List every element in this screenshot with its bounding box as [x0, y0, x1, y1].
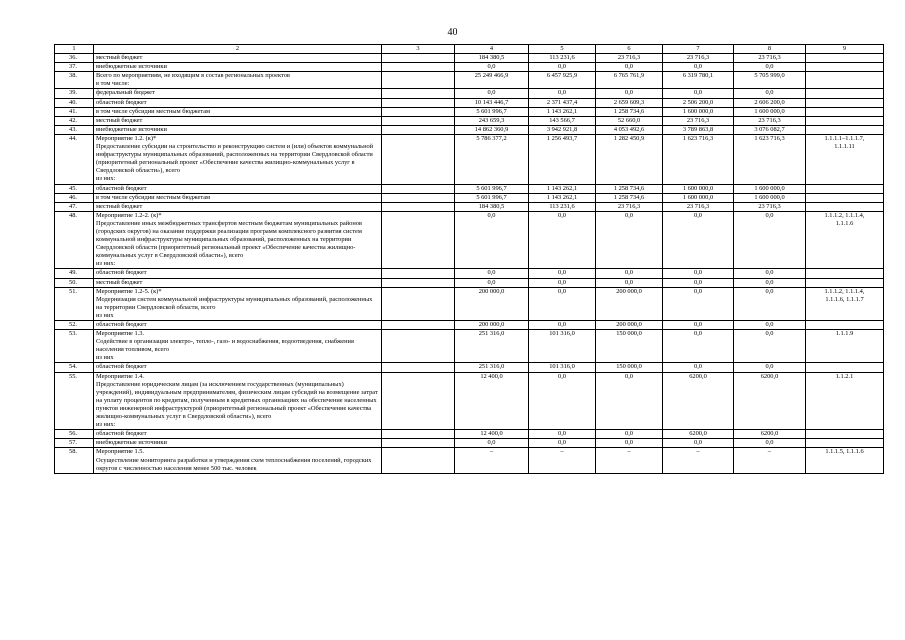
executor-cell: [382, 193, 455, 202]
item-name-cell: Мероприятие 1.2-2. (к)* Предоставление иных межбюджетных трансфертов местным бюджетам муниципальных районов (городских округов) на оказание поддержки реализации программ комплексного развития систем коммунальной инфраструктуры муниципальных образований, расположенных на территории Свердловской области (приоритетный региональный проект «Обеспечение качества жилищно-коммунальных услуг в Свердловской области»), всего из них:: [94, 211, 382, 269]
total-amount-cell: 200 000,0: [455, 321, 529, 330]
target-indicator-cell: [806, 278, 884, 287]
item-name-cell: областной бюджет: [94, 98, 382, 107]
total-amount-cell: 0,0: [455, 269, 529, 278]
total-amount-cell: 14 862 360,9: [455, 125, 529, 134]
year-1-amount-cell: 0,0: [529, 430, 596, 439]
target-indicator-cell: [806, 321, 884, 330]
year-3-amount-cell: 0,0: [663, 89, 734, 98]
table-row: [55, 184, 884, 193]
total-amount-cell: 25 249 466,9: [455, 72, 529, 89]
year-2-amount-cell: 6 765 761,9: [596, 72, 663, 89]
table-row: [55, 202, 884, 211]
year-4-amount-cell: 0,0: [734, 63, 806, 72]
total-amount-cell: 0,0: [455, 89, 529, 98]
executor-cell: [382, 134, 455, 184]
column-number-2: 2: [94, 45, 382, 54]
year-2-amount-cell: 0,0: [596, 372, 663, 430]
target-indicator-cell: [806, 363, 884, 372]
row-number-cell: 44.: [55, 134, 94, 184]
table-row: [55, 372, 884, 430]
year-1-amount-cell: 101 316,0: [529, 363, 596, 372]
item-name-cell: областной бюджет: [94, 321, 382, 330]
column-number-1: 1: [55, 45, 94, 54]
year-4-amount-cell: 2 606 200,0: [734, 98, 806, 107]
item-name-cell: внебюджетные источники: [94, 63, 382, 72]
target-indicator-cell: [806, 125, 884, 134]
year-1-amount-cell: 3 942 921,8: [529, 125, 596, 134]
year-1-amount-cell: 0,0: [529, 321, 596, 330]
year-4-amount-cell: 0,0: [734, 321, 806, 330]
column-number-3: 3: [382, 45, 455, 54]
target-indicator-cell: 1.1.1.2, 1.1.1.4, 1.1.1.6: [806, 211, 884, 269]
total-amount-cell: 5 601 996,7: [455, 193, 529, 202]
row-number-cell: 40.: [55, 98, 94, 107]
year-2-amount-cell: 23 716,3: [596, 202, 663, 211]
executor-cell: [382, 116, 455, 125]
year-1-amount-cell: 113 231,6: [529, 54, 596, 63]
table-row: [55, 430, 884, 439]
column-number-4: 4: [455, 45, 529, 54]
year-4-amount-cell: 1 600 000,0: [734, 184, 806, 193]
year-1-amount-cell: 0,0: [529, 211, 596, 269]
year-1-amount-cell: 1 143 262,1: [529, 193, 596, 202]
item-name-cell: Всего по мероприятиям, не входящим в состав региональных проектов в том числе:: [94, 72, 382, 89]
total-amount-cell: 0,0: [455, 63, 529, 72]
total-amount-cell: 200 000,0: [455, 287, 529, 320]
year-3-amount-cell: 1 600 000,0: [663, 193, 734, 202]
item-name-cell: федеральный бюджет: [94, 89, 382, 98]
column-number-row: [55, 45, 884, 54]
year-4-amount-cell: –: [734, 448, 806, 473]
page-number: 40: [447, 27, 458, 38]
table-row: [55, 116, 884, 125]
target-indicator-cell: 1.1.1.1–1.1.1.7, 1.1.1.11: [806, 134, 884, 184]
target-indicator-cell: [806, 430, 884, 439]
executor-cell: [382, 439, 455, 448]
year-1-amount-cell: 113 231,6: [529, 202, 596, 211]
year-2-amount-cell: 1 258 734,6: [596, 193, 663, 202]
executor-cell: [382, 125, 455, 134]
year-1-amount-cell: 101 316,0: [529, 330, 596, 363]
row-number-cell: 55.: [55, 372, 94, 430]
year-2-amount-cell: 2 659 609,3: [596, 98, 663, 107]
row-number-cell: 57.: [55, 439, 94, 448]
item-name-cell: областной бюджет: [94, 430, 382, 439]
year-4-amount-cell: 1 600 000,0: [734, 193, 806, 202]
total-amount-cell: 5 601 996,7: [455, 107, 529, 116]
year-3-amount-cell: 6 319 780,1: [663, 72, 734, 89]
total-amount-cell: 184 380,5: [455, 202, 529, 211]
year-2-amount-cell: 150 000,0: [596, 363, 663, 372]
executor-cell: [382, 211, 455, 269]
table-row: [55, 287, 884, 320]
item-name-cell: местный бюджет: [94, 116, 382, 125]
item-name-cell: Мероприятие 1.3. Содействие в организации электро-, тепло-, газо- и водоснабжения, водоотведения, снабжения населения топливом, всего из них: [94, 330, 382, 363]
executor-cell: [382, 54, 455, 63]
year-4-amount-cell: 0,0: [734, 287, 806, 320]
column-number-6: 6: [596, 45, 663, 54]
table-row: [55, 439, 884, 448]
year-4-amount-cell: 0,0: [734, 439, 806, 448]
table-row: [55, 211, 884, 269]
column-number-5: 5: [529, 45, 596, 54]
row-number-cell: 53.: [55, 330, 94, 363]
target-indicator-cell: [806, 439, 884, 448]
target-indicator-cell: [806, 98, 884, 107]
executor-cell: [382, 330, 455, 363]
executor-cell: [382, 184, 455, 193]
executor-cell: [382, 430, 455, 439]
executor-cell: [382, 98, 455, 107]
year-4-amount-cell: 23 716,3: [734, 54, 806, 63]
year-3-amount-cell: 23 716,3: [663, 116, 734, 125]
year-3-amount-cell: 6200,0: [663, 372, 734, 430]
year-3-amount-cell: 23 716,3: [663, 202, 734, 211]
year-4-amount-cell: 3 076 082,7: [734, 125, 806, 134]
table-row: [55, 107, 884, 116]
item-name-cell: Мероприятие 1.5. Осуществление мониторинга разработки и утверждения схем теплоснабжения поселений, городских округов с численностью населения менее 500 тыс. человек: [94, 448, 382, 473]
target-indicator-cell: [806, 107, 884, 116]
year-2-amount-cell: 150 000,0: [596, 330, 663, 363]
year-3-amount-cell: 2 506 200,0: [663, 98, 734, 107]
table-row: [55, 269, 884, 278]
table-body: [55, 45, 884, 474]
target-indicator-cell: [806, 184, 884, 193]
year-2-amount-cell: 23 716,3: [596, 54, 663, 63]
year-3-amount-cell: –: [663, 448, 734, 473]
year-2-amount-cell: 0,0: [596, 63, 663, 72]
total-amount-cell: 243 659,3: [455, 116, 529, 125]
year-1-amount-cell: 1 143 262,1: [529, 107, 596, 116]
row-number-cell: 46.: [55, 193, 94, 202]
item-name-cell: внебюджетные источники: [94, 125, 382, 134]
target-indicator-cell: [806, 269, 884, 278]
item-name-cell: Мероприятие 1.4. Предоставление юридическим лицам (за исключением государственных (муниципальных) учреждений), индивидуальным предпринимателям, физическим лицам субсидий на возмещение затрат на уплату процентов по кредитам, полученным в кредитных организациях на обеспечение населенных пунктов инженерной инфраструктурой (приоритетный региональный проект «Обеспечение качества жилищно-коммунальных услуг в Свердловской области»), всего из них:: [94, 372, 382, 430]
year-3-amount-cell: 0,0: [663, 211, 734, 269]
year-3-amount-cell: 0,0: [663, 269, 734, 278]
executor-cell: [382, 287, 455, 320]
row-number-cell: 36.: [55, 54, 94, 63]
target-indicator-cell: [806, 202, 884, 211]
table-row: [55, 98, 884, 107]
year-1-amount-cell: 1 143 262,1: [529, 184, 596, 193]
item-name-cell: областной бюджет: [94, 363, 382, 372]
year-2-amount-cell: 0,0: [596, 439, 663, 448]
target-indicator-cell: [806, 89, 884, 98]
row-number-cell: 52.: [55, 321, 94, 330]
year-3-amount-cell: 0,0: [663, 287, 734, 320]
row-number-cell: 42.: [55, 116, 94, 125]
row-number-cell: 58.: [55, 448, 94, 473]
year-2-amount-cell: 1 282 450,9: [596, 134, 663, 184]
total-amount-cell: 251 316,0: [455, 330, 529, 363]
item-name-cell: областной бюджет: [94, 184, 382, 193]
row-number-cell: 38.: [55, 72, 94, 89]
executor-cell: [382, 372, 455, 430]
year-3-amount-cell: 0,0: [663, 321, 734, 330]
row-number-cell: 43.: [55, 125, 94, 134]
total-amount-cell: 5 601 996,7: [455, 184, 529, 193]
executor-cell: [382, 89, 455, 98]
year-3-amount-cell: 0,0: [663, 439, 734, 448]
table-row: [55, 89, 884, 98]
year-3-amount-cell: 1 600 000,0: [663, 107, 734, 116]
item-name-cell: в том числе субсидии местным бюджетам: [94, 193, 382, 202]
row-number-cell: 51.: [55, 287, 94, 320]
item-name-cell: местный бюджет: [94, 278, 382, 287]
executor-cell: [382, 321, 455, 330]
column-number-9: 9: [806, 45, 884, 54]
year-4-amount-cell: 0,0: [734, 363, 806, 372]
executor-cell: [382, 63, 455, 72]
year-3-amount-cell: 0,0: [663, 63, 734, 72]
total-amount-cell: 12 400,0: [455, 430, 529, 439]
item-name-cell: Мероприятие 1.2-5. (к)* Модернизация систем коммунальной инфраструктуры муниципальных образований, расположенных на территории Свердловской области, всего из них: [94, 287, 382, 320]
executor-cell: [382, 107, 455, 116]
table-row: [55, 54, 884, 63]
executor-cell: [382, 269, 455, 278]
item-name-cell: местный бюджет: [94, 202, 382, 211]
year-3-amount-cell: 0,0: [663, 330, 734, 363]
total-amount-cell: 0,0: [455, 278, 529, 287]
year-3-amount-cell: 0,0: [663, 278, 734, 287]
target-indicator-cell: 1.1.2.1: [806, 372, 884, 430]
year-4-amount-cell: 0,0: [734, 89, 806, 98]
target-indicator-cell: [806, 54, 884, 63]
target-indicator-cell: [806, 63, 884, 72]
year-1-amount-cell: –: [529, 448, 596, 473]
year-3-amount-cell: 6200,0: [663, 430, 734, 439]
target-indicator-cell: [806, 116, 884, 125]
column-number-8: 8: [734, 45, 806, 54]
executor-cell: [382, 448, 455, 473]
total-amount-cell: 12 400,0: [455, 372, 529, 430]
year-3-amount-cell: 0,0: [663, 363, 734, 372]
row-number-cell: 56.: [55, 430, 94, 439]
year-1-amount-cell: 0,0: [529, 287, 596, 320]
item-name-cell: внебюджетные источники: [94, 439, 382, 448]
table-row: [55, 134, 884, 184]
year-2-amount-cell: 1 258 734,6: [596, 107, 663, 116]
target-indicator-cell: 1.1.1.5, 1.1.1.6: [806, 448, 884, 473]
year-2-amount-cell: 0,0: [596, 278, 663, 287]
row-number-cell: 45.: [55, 184, 94, 193]
table-row: [55, 63, 884, 72]
year-4-amount-cell: 23 716,3: [734, 116, 806, 125]
year-1-amount-cell: 0,0: [529, 269, 596, 278]
year-2-amount-cell: 0,0: [596, 211, 663, 269]
row-number-cell: 49.: [55, 269, 94, 278]
item-name-cell: местный бюджет: [94, 54, 382, 63]
executor-cell: [382, 72, 455, 89]
total-amount-cell: 0,0: [455, 439, 529, 448]
year-4-amount-cell: 23 716,3: [734, 202, 806, 211]
year-1-amount-cell: 0,0: [529, 372, 596, 430]
table-row: [55, 72, 884, 89]
year-3-amount-cell: 1 623 716,3: [663, 134, 734, 184]
program-funding-table: [54, 44, 884, 474]
year-3-amount-cell: 3 789 863,8: [663, 125, 734, 134]
year-2-amount-cell: –: [596, 448, 663, 473]
executor-cell: [382, 363, 455, 372]
year-2-amount-cell: 4 053 492,6: [596, 125, 663, 134]
item-name-cell: в том числе субсидии местным бюджетам: [94, 107, 382, 116]
year-1-amount-cell: 1 256 493,7: [529, 134, 596, 184]
year-4-amount-cell: 5 705 999,0: [734, 72, 806, 89]
row-number-cell: 47.: [55, 202, 94, 211]
year-4-amount-cell: 0,0: [734, 211, 806, 269]
year-4-amount-cell: 0,0: [734, 330, 806, 363]
year-2-amount-cell: 200 000,0: [596, 321, 663, 330]
row-number-cell: 48.: [55, 211, 94, 269]
row-number-cell: 37.: [55, 63, 94, 72]
table-row: [55, 278, 884, 287]
year-1-amount-cell: 0,0: [529, 278, 596, 287]
year-1-amount-cell: 0,0: [529, 89, 596, 98]
executor-cell: [382, 278, 455, 287]
table-row: [55, 193, 884, 202]
table-row: [55, 321, 884, 330]
year-1-amount-cell: 0,0: [529, 439, 596, 448]
item-name-cell: областной бюджет: [94, 269, 382, 278]
year-2-amount-cell: 1 258 734,6: [596, 184, 663, 193]
total-amount-cell: –: [455, 448, 529, 473]
total-amount-cell: 10 143 446,7: [455, 98, 529, 107]
target-indicator-cell: [806, 193, 884, 202]
year-3-amount-cell: 1 600 000,0: [663, 184, 734, 193]
target-indicator-cell: 1.1.1.9: [806, 330, 884, 363]
year-4-amount-cell: 1 623 716,3: [734, 134, 806, 184]
year-4-amount-cell: 6200,0: [734, 372, 806, 430]
year-1-amount-cell: 6 457 925,9: [529, 72, 596, 89]
row-number-cell: 50.: [55, 278, 94, 287]
item-name-cell: Мероприятие 1.2. (к)* Предоставление субсидии на строительство и реконструкцию систем и (или) объектов коммунальной инфраструктуры муниципальных образований, расположенных на территории Свердловской области (приоритетный региональный проект «Обеспечение качества жилищно-коммунальных услуг в Свердловской области»), всего из них:: [94, 134, 382, 184]
year-4-amount-cell: 0,0: [734, 278, 806, 287]
row-number-cell: 41.: [55, 107, 94, 116]
table-row: [55, 448, 884, 473]
year-1-amount-cell: 2 371 437,4: [529, 98, 596, 107]
year-1-amount-cell: 0,0: [529, 63, 596, 72]
year-1-amount-cell: 143 566,7: [529, 116, 596, 125]
year-2-amount-cell: 0,0: [596, 430, 663, 439]
total-amount-cell: 184 380,5: [455, 54, 529, 63]
total-amount-cell: 5 786 377,2: [455, 134, 529, 184]
table-row: [55, 125, 884, 134]
executor-cell: [382, 202, 455, 211]
target-indicator-cell: [806, 72, 884, 89]
total-amount-cell: 0,0: [455, 211, 529, 269]
table-row: [55, 330, 884, 363]
year-2-amount-cell: 52 660,0: [596, 116, 663, 125]
year-4-amount-cell: 0,0: [734, 269, 806, 278]
total-amount-cell: 251 316,0: [455, 363, 529, 372]
table-row: [55, 363, 884, 372]
year-4-amount-cell: 1 600 000,0: [734, 107, 806, 116]
year-4-amount-cell: 6200,0: [734, 430, 806, 439]
row-number-cell: 39.: [55, 89, 94, 98]
column-number-7: 7: [663, 45, 734, 54]
year-3-amount-cell: 23 716,3: [663, 54, 734, 63]
target-indicator-cell: 1.1.1.2, 1.1.1.4, 1.1.1.6, 1.1.1.7: [806, 287, 884, 320]
row-number-cell: 54.: [55, 363, 94, 372]
year-2-amount-cell: 200 000,0: [596, 287, 663, 320]
year-2-amount-cell: 0,0: [596, 89, 663, 98]
year-2-amount-cell: 0,0: [596, 269, 663, 278]
